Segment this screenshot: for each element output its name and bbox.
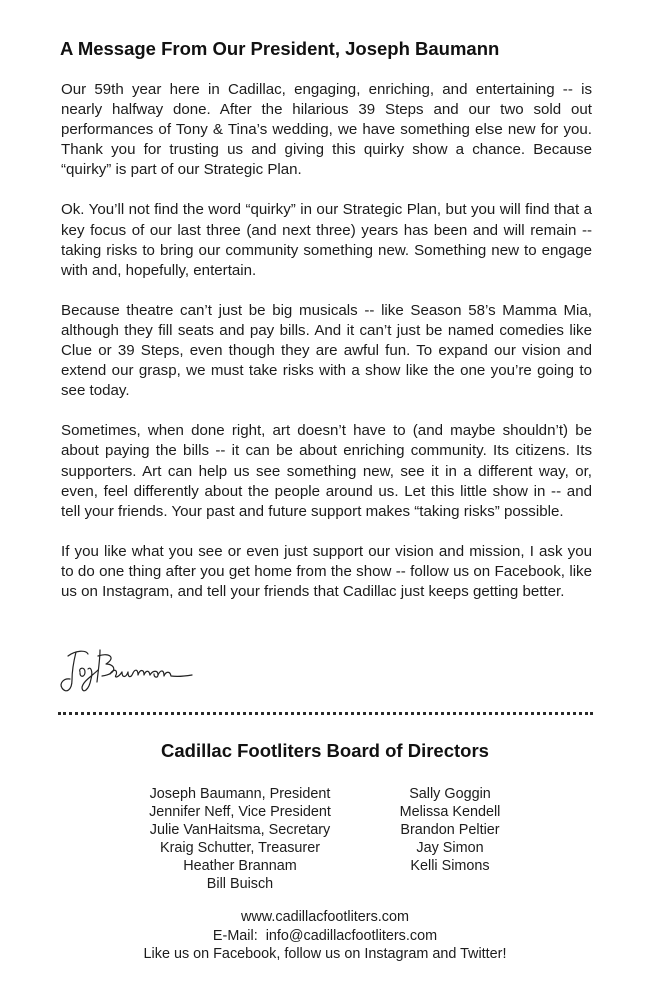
contact-footer — [0, 908, 650, 964]
board-member: Brandon Peltier — [400, 822, 500, 838]
letter-paragraph-1: Our 59th year here in Cadillac, engaging, enriching, and entertaining -- is nearly halfway done. After the hilarious 39 Steps and our two sold out performances of Tony & Tina’s wedding, we have something else new for you. Thank you for trusting us and giving this quirky show a chance. Because “quirky” is part of our Strategic Plan. — [61, 81, 592, 179]
board-member: Sally Goggin — [409, 786, 491, 802]
board-member: Kelli Simons — [410, 858, 490, 874]
board-right-column — [360, 785, 540, 875]
board-title: Cadillac Footliters Board of Directors — [161, 740, 489, 761]
letter-paragraph-5: If you like what you see or even just support our vision and mission, I ask you to do one thing after you get home from the show -- follow us on Facebook, like us on Instagram, and tell your friends that Cadillac just keeps getting better. — [61, 542, 592, 600]
board-member: Jay Simon — [416, 840, 484, 856]
letter-paragraph-4: Sometimes, when done right, art doesn’t have to (and maybe shouldn’t) be about paying the bills -- it can be about enriching community. Its citizens. Its supporters. Art can help us see something new, see it in a different way, or, even, feel differently about the people around us. Let this little show in -- and tell your friends. Your past and future support makes “taking risks” possible. — [61, 422, 592, 520]
board-member: Jennifer Neff, Vice President — [149, 804, 331, 820]
email-line[interactable]: E-Mail: info@cadillacfootliters.com — [212, 927, 438, 944]
board-member: Julie VanHaitsma, Secretary — [149, 822, 331, 838]
board-member: Melissa Kendell — [399, 804, 501, 820]
president-signature — [58, 642, 198, 700]
dotted-divider — [58, 712, 593, 715]
president-letter — [61, 80, 592, 622]
letter-paragraph-3: Because theatre can’t just be big musicals -- like Season 58’s Mamma Mia, although they fill seats and pay bills. And it can’t just be named comedies like Clue or 39 Steps, even though they are awful fun. To expand our vision and extend our grasp, we must take risks with a show like the one you’re going to see today. — [61, 301, 592, 400]
board-left-column — [130, 785, 350, 893]
message-title: A Message From Our President, Joseph Baumann — [60, 38, 500, 59]
board-member: Joseph Baumann, President — [149, 786, 331, 802]
board-member: Bill Buisch — [206, 876, 274, 892]
letter-paragraph-2: Ok. You’ll not find the word “quirky” in our Strategic Plan, but you will find that a key focus of our last three (and next three) years has been and will remain -- taking risks to bring our community something new. Something new to engage with and, hopefully, entertain. — [61, 201, 592, 279]
social-line: Like us on Facebook, follow us on Instagram and Twitter! — [143, 946, 507, 962]
website-link[interactable]: www.cadillacfootliters.com — [241, 909, 409, 925]
board-member: Heather Brannam — [183, 858, 297, 874]
board-member: Kraig Schutter, Treasurer — [160, 840, 320, 856]
